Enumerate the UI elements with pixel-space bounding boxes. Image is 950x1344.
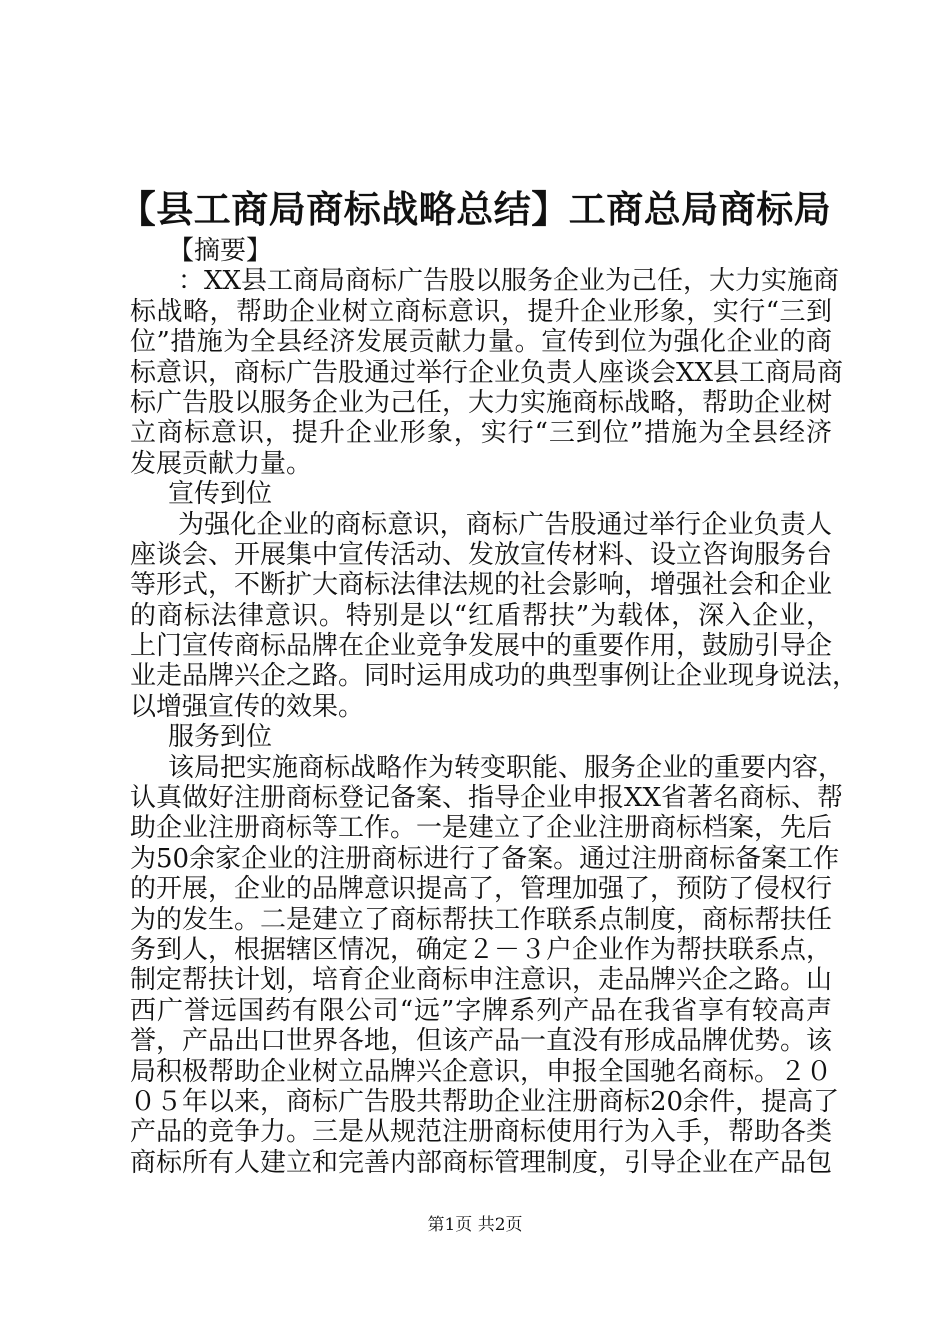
paragraph-line: 立商标意识，提升企业形象，实行“三到位”措施为全县经济 bbox=[130, 418, 832, 449]
page-footer: 第1页 共2页 bbox=[427, 1215, 523, 1235]
service-paragraph bbox=[130, 752, 845, 1178]
paragraph-line: 的开展，企业的品牌意识提高了，管理加强了，预防了侵权行 bbox=[130, 874, 833, 905]
paragraph-line: 标广告股以服务企业为己任，大力实施商标战略，帮助企业树 bbox=[130, 387, 833, 418]
paragraph-line: 为50余家企业的注册商标进行了备案。通过注册商标备案工作 bbox=[130, 843, 840, 874]
paragraph-line: 局积极帮助企业树立品牌兴企意识，申报全国驰名商标。２０ bbox=[130, 1056, 833, 1087]
document-title: 【县工商局商标战略总结】工商总局商标局 bbox=[118, 187, 832, 231]
paragraph-line: 位”措施为全县经济发展贡献力量。宣传到位为强化企业的商 bbox=[130, 327, 832, 358]
document-body bbox=[130, 236, 859, 1178]
paragraph-line: 誉，产品出口世界各地，但该产品一直没有形成品牌优势。该 bbox=[130, 1026, 833, 1057]
paragraph-line: 产品的竞争力。三是从规范注册商标使用行为入手，帮助各类 bbox=[130, 1117, 833, 1148]
paragraph-line: 商标所有人建立和完善内部商标管理制度，引导企业在产品包 bbox=[130, 1147, 833, 1178]
paragraph-line: 以增强宣传的效果。 bbox=[130, 691, 365, 722]
paragraph-line: 标战略，帮助企业树立商标意识，提升企业形象，实行“三到 bbox=[130, 296, 832, 327]
paragraph-line: ０５年以来，商标广告股共帮助企业注册商标20余件，提高了 bbox=[130, 1086, 840, 1117]
section-heading-publicity: 宣传到位 bbox=[168, 479, 273, 510]
paragraph-line: 认真做好注册商标登记备案、指导企业申报XX省著名商标、帮 bbox=[130, 783, 844, 814]
paragraph-line: 务到人，根据辖区情况，确定２－３户企业作为帮扶联系点， bbox=[130, 934, 833, 965]
publicity-paragraph bbox=[130, 509, 859, 723]
paragraph-line: 标意识，商标广告股通过举行企业负责人座谈会XX县工商局商 bbox=[130, 357, 844, 388]
paragraph-line: 制定帮扶计划，培育企业商标申注意识，走品牌兴企之路。山 bbox=[130, 965, 833, 996]
section-heading-service: 服务到位 bbox=[168, 722, 273, 753]
paragraph-line: 座谈会、开展集中宣传活动、发放宣传材料、设立咨询服务台 bbox=[130, 539, 833, 570]
paragraph-line: 等形式，不断扩大商标法律法规的社会影响，增强社会和企业 bbox=[130, 570, 833, 601]
paragraph-line: 业走品牌兴企之路。同时运用成功的典型事例让企业现身说法， bbox=[130, 661, 859, 692]
paragraph-line: 的商标法律意识。特别是以“红盾帮扶”为载体，深入企业， bbox=[130, 600, 832, 631]
paragraph-line: ：XX县工商局商标广告股以服务企业为己任，大力实施商 bbox=[178, 266, 840, 297]
abstract-heading: 【摘要】 bbox=[168, 236, 273, 266]
paragraph-line: 发展贡献力量。 bbox=[130, 448, 313, 479]
paragraph-line: 该局把实施商标战略作为转变职能、服务企业的重要内容， bbox=[168, 752, 845, 783]
paragraph-line: 上门宣传商标品牌在企业竞争发展中的重要作用，鼓励引导企 bbox=[130, 631, 833, 662]
paragraph-line: 西广誉远国药有限公司“远”字牌系列产品在我省享有较高声 bbox=[130, 995, 832, 1026]
paragraph-line: 为强化企业的商标意识，商标广告股通过举行企业负责人 bbox=[178, 509, 832, 540]
abstract-paragraph bbox=[130, 266, 844, 479]
paragraph-line: 为的发生。二是建立了商标帮扶工作联系点制度，商标帮扶任 bbox=[130, 904, 833, 935]
paragraph-line: 助企业注册商标等工作。一是建立了企业注册商标档案，先后 bbox=[130, 813, 833, 844]
